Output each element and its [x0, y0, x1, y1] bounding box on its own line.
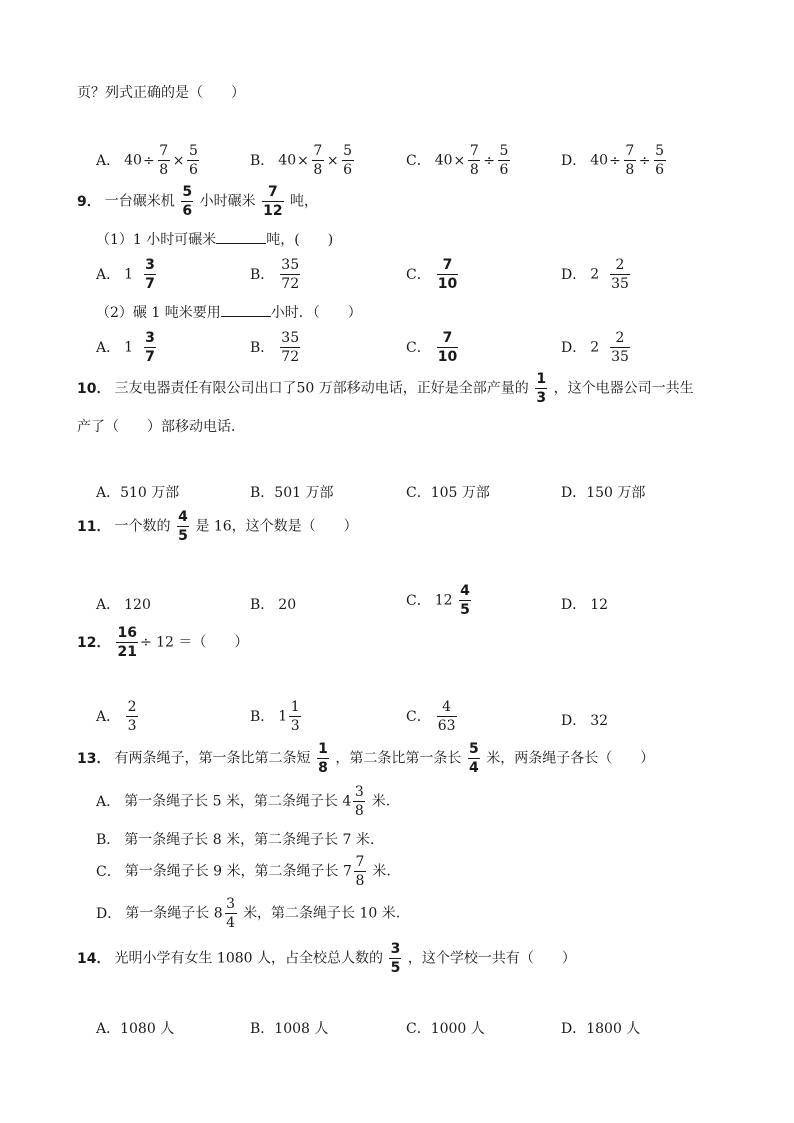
fraction: $\frac{3}{4}$	[226, 896, 236, 931]
q8-option-a[interactable]: A． 40÷ $\frac{7}{8}$ × $\frac{5}{6}$	[96, 143, 198, 178]
question-13-stem: 13． 有两条绳子，第一条比第二条短 $\frac{1}{8}$ ，第二条比第一条长 $\frac{5}{4}$ 米，两条绳子各长（ ）	[77, 741, 655, 776]
fraction: $\frac{3}{8}$	[354, 784, 364, 819]
fraction: $\frac{2}{35}$	[611, 330, 629, 365]
q9-2-option-c[interactable]: C． $\frac{7}{10}$	[406, 330, 458, 365]
fraction: $\frac{4}{63}$	[437, 699, 456, 734]
fraction: $\frac{2}{35}$	[611, 257, 629, 292]
fraction: $\frac{7}{10}$	[437, 330, 458, 365]
fraction: $\frac{5}{6}$	[499, 143, 509, 178]
q12-option-b[interactable]: B． 1 $\frac{1}{3}$	[250, 699, 300, 734]
fraction: $\frac{7}{10}$	[437, 257, 458, 292]
question-10-stem: 10． 三友电器责任有限公司出口了50 万部移动电话，正好是全部产量的 $\frac{1}{3}$ ，这个电器公司一共生	[77, 371, 694, 406]
fraction: $\frac{7}{8}$	[355, 854, 365, 889]
q8-option-b[interactable]: B． 40× $\frac{7}{8}$ × $\frac{5}{6}$	[250, 143, 353, 178]
fraction: $\frac{4}{5}$	[460, 583, 470, 618]
q13-option-b[interactable]: B． 第一条绳子长 8 米，第二条绳子长 7 米.	[96, 832, 375, 848]
q10-option-d[interactable]: D．150 万部	[561, 485, 646, 501]
q8-option-d[interactable]: D． 40÷ $\frac{7}{8}$ ÷ $\frac{5}{6}$	[561, 143, 664, 178]
q11-option-d[interactable]: D． 12	[561, 597, 609, 613]
q14-option-b[interactable]: B．1008 人	[250, 1021, 329, 1037]
answer-blank[interactable]	[221, 304, 271, 317]
q11-option-c[interactable]: C． 12 $\frac{4}{5}$	[406, 583, 470, 618]
fraction: $\frac{35}{72}$	[281, 330, 300, 365]
q8-option-c[interactable]: C． 40× $\frac{7}{8}$ ÷ $\frac{5}{6}$	[406, 143, 509, 178]
q9-2-option-a[interactable]: A． 1 $\frac{3}{7}$	[96, 330, 155, 365]
question-12-stem: 12． $\frac{16}{21}$ ÷ 12 ＝（ ）	[77, 625, 249, 660]
q14-option-c[interactable]: C．1000 人	[406, 1021, 485, 1037]
fraction: $\frac{7}{8}$	[469, 143, 479, 178]
fraction: $\frac{7}{8}$	[159, 143, 169, 178]
q9-1-option-a[interactable]: A． 1 $\frac{3}{7}$	[96, 257, 155, 292]
fraction: $\frac{7}{8}$	[625, 143, 635, 178]
q9-2-option-b[interactable]: B． $\frac{35}{72}$	[250, 330, 300, 365]
fraction: $\frac{7}{12}$	[263, 184, 283, 219]
fraction: $\frac{5}{6}$	[188, 143, 198, 178]
q8-tail: 页？列式正确的是（ ）	[77, 85, 245, 101]
q9-1-option-c[interactable]: C． $\frac{7}{10}$	[406, 257, 458, 292]
q14-option-a[interactable]: A．1080 人	[96, 1021, 175, 1037]
q12-option-a[interactable]: A． $\frac{2}{3}$	[96, 699, 137, 734]
fraction: $\frac{5}{4}$	[468, 741, 479, 776]
q10-option-c[interactable]: C．105 万部	[406, 485, 490, 501]
fraction: $\frac{3}{7}$	[145, 330, 155, 365]
fraction: $\frac{1}{8}$	[318, 741, 328, 776]
q12-option-d[interactable]: D． 32	[561, 713, 609, 729]
answer-blank[interactable]	[216, 231, 266, 244]
q14-option-d[interactable]: D．1800 人	[561, 1021, 641, 1037]
fraction: $\frac{2}{3}$	[127, 699, 137, 734]
question-11-stem: 11． 一个数的 $\frac{4}{5}$ 是 16，这个数是（ ）	[77, 509, 358, 544]
fraction: $\frac{5}{6}$	[343, 143, 353, 178]
fraction: $\frac{16}{21}$	[117, 625, 137, 660]
q13-option-d[interactable]: D． 第一条绳子长 8 $\frac{3}{4}$ 米，第二条绳子长 10 米.	[96, 896, 401, 931]
fraction: $\frac{1}{3}$	[290, 699, 300, 734]
fraction: $\frac{5}{6}$	[655, 143, 664, 178]
q9-1-option-b[interactable]: B． $\frac{35}{72}$	[250, 257, 300, 292]
question-9-sub1: （1）1 小时可碾米 吨，( )	[96, 232, 334, 248]
q9-2-option-d[interactable]: D． 2 $\frac{2}{35}$	[561, 330, 629, 365]
q11-option-b[interactable]: B． 20	[250, 597, 297, 613]
question-9-sub2: （2）碾 1 吨米要用 小时．（ ）	[96, 305, 362, 321]
fraction: $\frac{4}{5}$	[178, 509, 188, 544]
question-9-stem: 9． 一台碾米机 $\frac{5}{6}$ 小时碾米 $\frac{7}{12}$ 吨，	[77, 184, 319, 219]
question-14-stem: 14． 光明小学有女生 1080 人，占全校总人数的 $\frac{3}{5}$ ，这个学校一共有（ ）	[77, 941, 576, 976]
question-10-stem-cont: 产了（ ）部移动电话．	[77, 419, 245, 435]
q10-option-a[interactable]: A．510 万部	[96, 485, 180, 501]
fraction: $\frac{5}{6}$	[182, 184, 193, 219]
q13-option-a[interactable]: A． 第一条绳子长 5 米，第二条绳子长 4 $\frac{3}{8}$ 米.	[96, 784, 391, 819]
q9-1-option-d[interactable]: D． 2 $\frac{2}{35}$	[561, 257, 629, 292]
q13-option-c[interactable]: C． 第一条绳子长 9 米，第二条绳子长 7 $\frac{7}{8}$ 米.	[96, 854, 391, 889]
q12-option-c[interactable]: C． $\frac{4}{63}$	[406, 699, 456, 734]
fraction: $\frac{3}{5}$	[390, 941, 401, 976]
q10-option-b[interactable]: B．501 万部	[250, 485, 334, 501]
q11-option-a[interactable]: A． 120	[96, 597, 151, 613]
fraction: $\frac{35}{72}$	[281, 257, 300, 292]
fraction: $\frac{3}{7}$	[145, 257, 155, 292]
fraction: $\frac{1}{3}$	[536, 371, 547, 406]
fraction: $\frac{7}{8}$	[313, 143, 323, 178]
